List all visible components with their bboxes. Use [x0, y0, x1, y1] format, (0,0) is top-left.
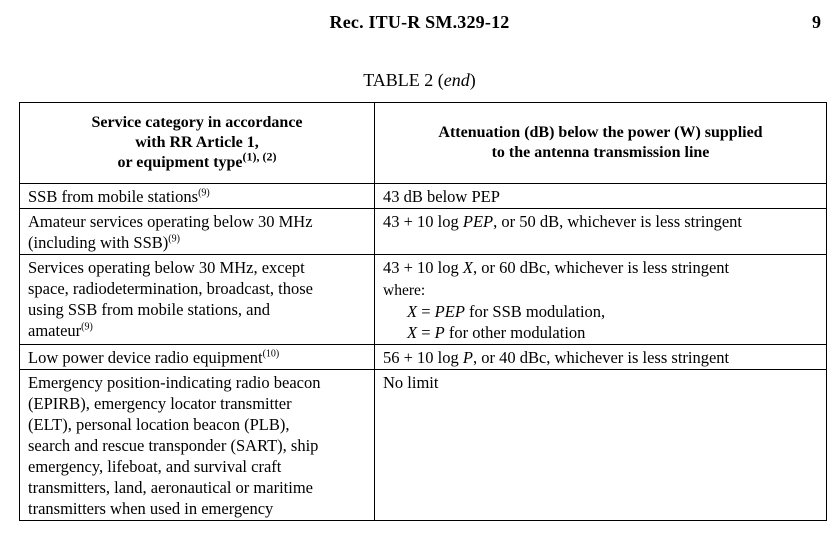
cell-line: (EPIRB), emergency locator transmitter — [28, 394, 292, 413]
cell-line: using SSB from mobile stations, and — [28, 300, 271, 319]
formula-prefix: 56 + 10 log — [383, 348, 463, 367]
formula-prefix: 43 + 10 log — [383, 212, 463, 231]
service-cell — [20, 370, 375, 521]
cell-line — [383, 211, 820, 232]
service-cell — [20, 209, 375, 255]
footnote-ref: (9) — [81, 321, 93, 333]
definition-line — [383, 301, 820, 322]
header-line: Attenuation (dB) below the power (W) supplied — [438, 124, 763, 141]
footnote-ref: (10) — [262, 348, 280, 360]
cell-line — [28, 320, 368, 341]
attenuation-cell — [375, 255, 827, 345]
def-equals: = — [417, 302, 435, 321]
page-number: 9 — [812, 12, 821, 32]
cell-line — [28, 232, 368, 253]
formula-suffix: , or 40 dBc, whichever is less stringent — [472, 348, 730, 367]
attenuation-cell — [375, 370, 827, 521]
cell-line: Amateur services operating below 30 MHz — [28, 212, 313, 231]
header-line: Service category in accordance — [91, 114, 303, 131]
table-row — [20, 184, 827, 209]
formula-suffix: , or 60 dBc, whichever is less stringent — [472, 258, 730, 277]
cell-text: (including with SSB) — [28, 233, 169, 252]
attenuation-cell — [375, 345, 827, 370]
cell-line: Emergency position-indicating radio beacon — [28, 373, 321, 392]
header-line-text: or equipment type — [117, 154, 243, 171]
cell-line: search and rescue transponder (SART), ship — [28, 436, 319, 455]
header-line: with RR Article 1, — [135, 134, 259, 151]
service-cell — [20, 345, 375, 370]
cell-text: SSB from mobile stations — [28, 187, 199, 206]
where-label: where: — [383, 282, 426, 299]
cell-line: emergency, lifeboat, and survival craft — [28, 457, 282, 476]
cell-line: (ELT), personal location beacon (PLB), — [28, 415, 290, 434]
cell-line: Services operating below 30 MHz, except — [28, 258, 305, 277]
cell-text: No limit — [383, 373, 439, 392]
header-line: to the antenna transmission line — [491, 144, 710, 161]
cell-line — [28, 186, 368, 207]
footnote-ref: (9) — [168, 233, 180, 245]
cell-text: Low power device radio equipment — [28, 348, 263, 367]
def-rest: for other modulation — [444, 323, 586, 342]
service-cell — [20, 184, 375, 209]
attenuation-cell — [375, 184, 827, 209]
formula-suffix: , or 50 dB, whichever is less stringent — [493, 212, 742, 231]
formula-variable: PEP — [462, 212, 494, 231]
table-row — [20, 370, 827, 521]
table-row — [20, 255, 827, 345]
cell-line — [383, 347, 820, 368]
footnote-ref: (9) — [198, 187, 210, 199]
cell-text: amateur — [28, 321, 82, 340]
caption-italic: end — [443, 70, 470, 90]
document-title: Rec. ITU-R SM.329-12 — [329, 12, 510, 32]
formula-variable: P — [462, 348, 473, 367]
caption-suffix: ) — [469, 70, 476, 90]
cell-line: transmitters, land, aeronautical or maritime — [28, 478, 313, 497]
def-variable: X — [407, 302, 418, 321]
attenuation-table — [19, 102, 827, 521]
caption-prefix: TABLE 2 ( — [363, 70, 444, 90]
table-header-row — [20, 103, 827, 184]
def-rest: for SSB modulation, — [464, 302, 606, 321]
cell-line: space, radiodetermination, broadcast, those — [28, 279, 313, 298]
col-header-service-category — [20, 103, 375, 184]
col-header-attenuation — [375, 103, 827, 184]
page-header — [0, 12, 839, 36]
formula-variable: X — [462, 258, 473, 277]
cell-line — [383, 257, 820, 278]
attenuation-cell — [375, 209, 827, 255]
definition-line — [383, 322, 820, 343]
cell-line: transmitters when used in emergency — [28, 499, 274, 518]
cell-line — [28, 347, 368, 368]
def-variable: X — [407, 323, 418, 342]
cell-text: 43 dB below PEP — [383, 187, 500, 206]
table-caption — [0, 70, 839, 91]
table-row — [20, 209, 827, 255]
table-row — [20, 345, 827, 370]
footnote-ref: (1), (2) — [242, 149, 277, 164]
formula-prefix: 43 + 10 log — [383, 258, 463, 277]
service-cell — [20, 255, 375, 345]
def-equals: = — [417, 323, 435, 342]
header-line — [26, 149, 368, 173]
def-value: P — [434, 323, 445, 342]
def-value: PEP — [434, 302, 465, 321]
